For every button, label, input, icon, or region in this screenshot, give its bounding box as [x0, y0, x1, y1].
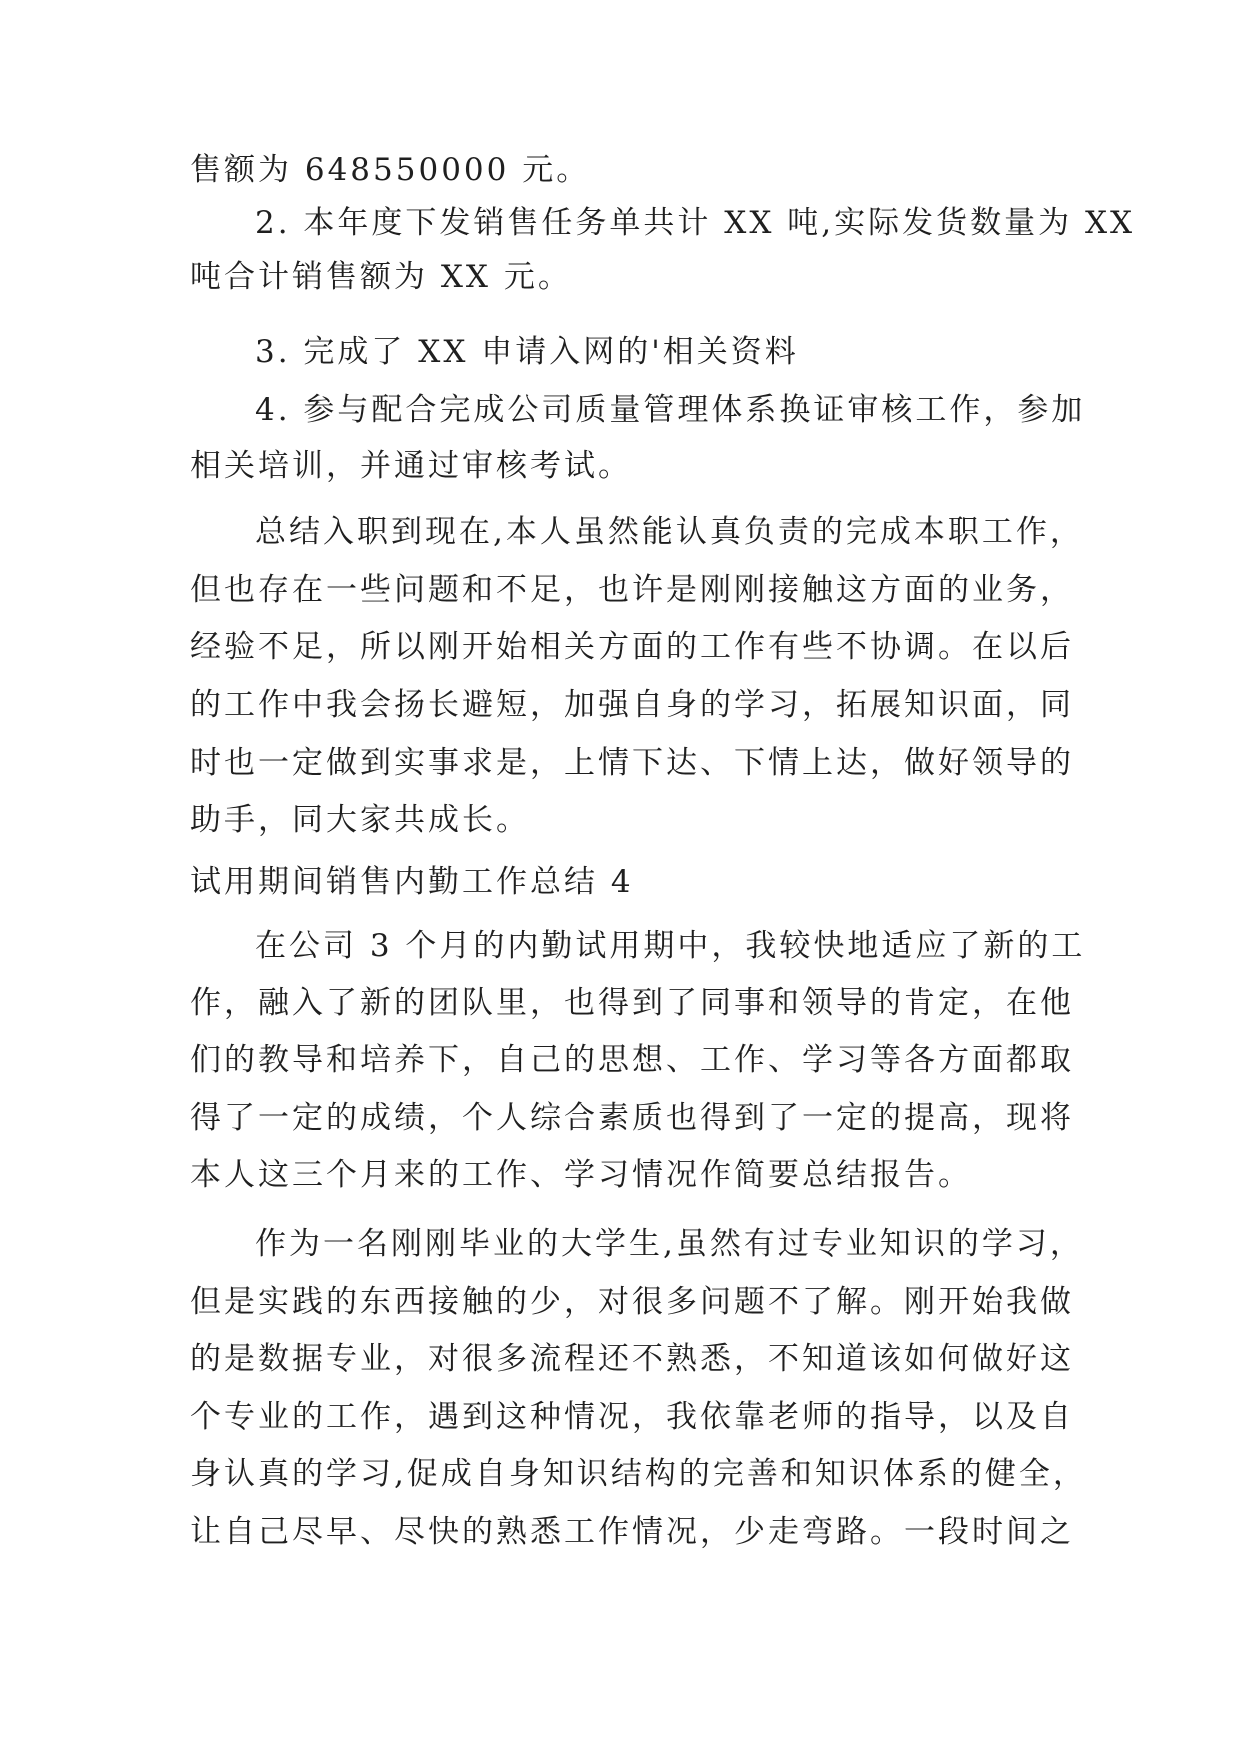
text-line: 个专业的工作，遇到这种情况，我依靠老师的指导，以及自 — [190, 1399, 1074, 1435]
text-line: 相关培训，并通过审核考试。 — [190, 448, 632, 484]
text-line: 们的教导和培养下，自己的思想、工作、学习等各方面都取 — [190, 1042, 1074, 1078]
text-line: 的是数据专业，对很多流程还不熟悉，不知道该如何做好这 — [190, 1341, 1074, 1377]
text-line: 吨合计销售额为 XX 元。 — [190, 259, 572, 295]
section-heading: 试用期间销售内勤工作总结 4 — [190, 864, 634, 900]
text-line: 作为一名刚刚毕业的大学生,虽然有过专业知识的学习， — [255, 1226, 1084, 1262]
text-line: 但也存在一些问题和不足，也许是刚刚接触这方面的业务， — [190, 572, 1074, 608]
text-line: 在公司 3 个月的内勤试用期中，我较快地适应了新的工 — [255, 928, 1086, 964]
text-line: 的工作中我会扬长避短，加强自身的学习，拓展知识面，同 — [190, 687, 1074, 723]
text-line: 4. 参与配合完成公司质量管理体系换证审核工作，参加 — [255, 392, 1086, 428]
text-line: 总结入职到现在,本人虽然能认真负责的完成本职工作， — [255, 514, 1084, 550]
text-line: 经验不足，所以刚开始相关方面的工作有些不协调。在以后 — [190, 629, 1074, 665]
text-line: 售额为 648550000 元。 — [190, 152, 591, 188]
text-line: 让自己尽早、尽快的熟悉工作情况，少走弯路。一段时间之 — [190, 1514, 1074, 1550]
text-line: 2. 本年度下发销售任务单共计 XX 吨,实际发货数量为 XX — [255, 205, 1136, 241]
text-line: 身认真的学习,促成自身知识结构的完善和知识体系的健全， — [190, 1456, 1087, 1492]
text-line: 3. 完成了 XX 申请入网的'相关资料 — [255, 334, 799, 370]
text-line: 但是实践的东西接触的少，对很多问题不了解。刚开始我做 — [190, 1284, 1074, 1320]
text-line: 得了一定的成绩，个人综合素质也得到了一定的提高，现将 — [190, 1100, 1074, 1136]
text-line: 作，融入了新的团队里，也得到了同事和领导的肯定，在他 — [190, 985, 1074, 1021]
text-line: 助手，同大家共成长。 — [190, 802, 530, 838]
text-line: 时也一定做到实事求是，上情下达、下情上达，做好领导的 — [190, 745, 1074, 781]
text-line: 本人这三个月来的工作、学习情况作简要总结报告。 — [190, 1157, 972, 1193]
